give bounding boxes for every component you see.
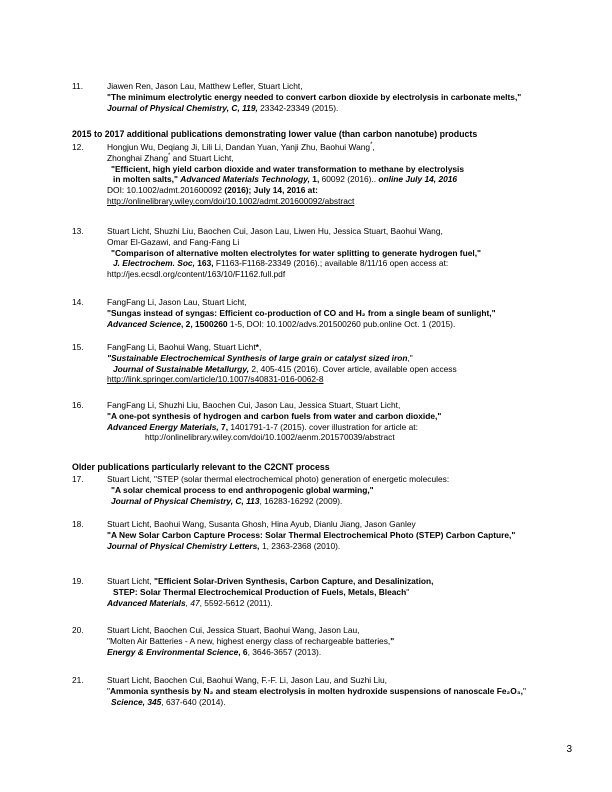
- reference-title-cont: STEP: Solar Thermal Electrochemical Production of Fuels, Metals, Bleach": [113, 586, 410, 597]
- reference-citation: in molten salts," Advanced Materials Technology, 1, 60092 (2016).. online July 14, 2016: [113, 174, 458, 185]
- reference-number: 15.: [72, 342, 84, 352]
- reference-title: "Ammonia synthesis by N₂ and steam electrolysis in molten hydroxide suspensions of nanoscale Fe₂O₃,": [107, 685, 526, 696]
- reference-authors-cont: Omar El-Gazawi, and Fang-Fang Li: [107, 236, 240, 247]
- reference-15: [0, 342, 612, 385]
- reference-number: 21.: [72, 675, 84, 685]
- journal-name: J. Electrochem. Soc,: [113, 258, 195, 269]
- reference-citation: Advanced Science, 2, 1500260 1-5, DOI: 10.1002/advs.201500260 pub.online Oct. 1 (2015).: [107, 318, 456, 329]
- reference-number: 14.: [72, 297, 84, 307]
- reference-number: 11.: [72, 81, 84, 91]
- reference-number: 20.: [72, 625, 84, 635]
- reference-citation: Journal of Physical Chemistry, C, 113, 16283-16292 (2009).: [111, 495, 343, 506]
- reference-title: "A one-pot synthesis of hydrogen and carbon fuels from water and carbon dioxide,": [107, 410, 442, 421]
- reference-authors: Stuart Licht, Shuzhi Liu, Baochen Cui, Jason Lau, Liwen Hu, Jessica Stuart, Baohui Wang,: [107, 226, 443, 236]
- reference-citation: Energy & Environmental Science, 6, 3646-3657 (2013).: [107, 646, 322, 657]
- reference-citation: Science, 345, 637-640 (2014).: [111, 696, 226, 707]
- reference-authors-cont: Zhonghai Zhang* and Stuart Licht,: [107, 152, 234, 163]
- reference-citation: J. Electrochem. Soc, 163, F1163-F1168-23349 (2016).; available 8/11/16 open access at:: [113, 258, 449, 269]
- reference-title: "Comparison of alternative molten electrolytes for water splitting to generate hydrogen fuel,": [111, 247, 481, 258]
- reference-title: "Sustainable Electrochemical Synthesis of large grain or catalyst sized iron,": [107, 352, 413, 363]
- journal-name: Advanced Materials: [107, 597, 186, 608]
- reference-11: [0, 81, 612, 113]
- reference-authors: FangFang Li, Shuzhi Liu, Baochen Cui, Jason Lau, Jessica Stuart, Stuart Licht,: [107, 400, 401, 410]
- journal-name: Energy & Environmental Science: [107, 646, 239, 657]
- reference-authors: Stuart Licht, "STEP (solar thermal electrochemical photo) generation of energetic molecules:: [107, 474, 450, 484]
- page-number: 3: [566, 744, 572, 755]
- reference-number: 12.: [72, 142, 84, 152]
- reference-authors: Jiawen Ren, Jason Lau, Matthew Lefler, Stuart Licht,: [107, 81, 303, 91]
- journal-name: Advanced Materials Technology,: [180, 174, 310, 185]
- reference-citation: Journal of Physical Chemistry Letters, 1, 2363-2368 (2010).: [107, 540, 341, 551]
- reference-21: [0, 675, 612, 707]
- reference-authors: Stuart Licht, Baochen Cui, Baohui Wang, F.-F. Li, Jason Lau, and Suzhi Liu,: [107, 675, 387, 685]
- reference-number: 17.: [72, 474, 84, 484]
- reference-number: 16.: [72, 400, 84, 410]
- reference-number: 18.: [72, 519, 84, 529]
- reference-title: "A solar chemical process to end anthropogenic global warming,": [111, 484, 374, 495]
- reference-16: [0, 400, 612, 443]
- journal-name: Journal of Physical Chemistry, C, 119,: [107, 102, 258, 113]
- reference-20: [0, 625, 612, 657]
- reference-citation: Advanced Energy Materials, 7, 1401791-1-7 (2015). cover illustration for article at:: [107, 421, 418, 432]
- reference-title: "The minimum electrolytic energy needed to convert carbon dioxide by electrolysis in carbonate melts,": [107, 91, 522, 102]
- reference-13: [0, 226, 612, 280]
- journal-name: Science, 345: [111, 696, 162, 707]
- reference-authors: Stuart Licht, Baohui Wang, Susanta Ghosh, Hina Ayub, Dianlu Jiang, Jason Ganley: [107, 519, 416, 529]
- reference-link[interactable]: http://link.springer.com/article/10.1007/s40831-016-0062-8: [107, 374, 324, 385]
- reference-authors: FangFang Li, Baohui Wang, Stuart Licht*,: [107, 342, 262, 352]
- journal-name: Advanced Energy Materials,: [107, 421, 219, 432]
- reference-14: [0, 297, 612, 329]
- reference-18: [0, 519, 612, 551]
- reference-number: 19.: [72, 576, 84, 586]
- reference-authors: FangFang Li, Jason Lau, Stuart Licht,: [107, 297, 247, 307]
- reference-authors: Stuart Licht, Baochen Cui, Jessica Stuart, Baohui Wang, Jason Lau,: [107, 625, 360, 635]
- reference-link[interactable]: http://onlinelibrary.wiley.com/doi/10.1002/admt.201600092/abstract: [107, 195, 355, 206]
- section-heading-older: Older publications particularly relevant to the C2CNT process: [72, 462, 330, 472]
- reference-title: "Sungas instead of syngas: Efficient co-production of CO and H₂ from a single beam of sunlight,": [107, 307, 496, 318]
- reference-17: [0, 474, 612, 506]
- journal-name: Journal of Sustainable Metallurgy,: [113, 363, 250, 374]
- journal-name: Journal of Physical Chemistry Letters,: [107, 540, 260, 551]
- reference-doi: DOI: 10.1002/admt.201600092 (2016); July 14, 2016 at:: [107, 185, 318, 195]
- reference-title: "Efficient Solar-Driven Synthesis, Carbon Capture, and Desalinization,: [154, 576, 434, 586]
- journal-name: Advanced Science: [107, 318, 182, 329]
- reference-title: "Efficient, high yield carbon dioxide and water transformation to methane by electrolysis: [111, 163, 465, 174]
- reference-citation: Journal of Physical Chemistry, C, 119, 23342-23349 (2015).: [107, 102, 339, 113]
- section-heading-2015: 2015 to 2017 additional publications demonstrating lower value (than carbon nanotube) products: [72, 129, 478, 139]
- reference-authors: Stuart Licht, "Efficient Solar-Driven Synthesis, Carbon Capture, and Desalinization,: [107, 576, 434, 586]
- reference-citation: Journal of Sustainable Metallurgy, 2, 405-415 (2016). Cover article, available open access: [113, 363, 457, 374]
- reference-link[interactable]: http://onlinelibrary.wiley.com/doi/10.1002/aenm.201570039/abstract: [145, 432, 395, 443]
- reference-12: [0, 142, 612, 207]
- reference-title: "Molten Air Batteries - A new, highest energy class of rechargeable batteries,": [107, 635, 395, 646]
- reference-19: [0, 576, 612, 608]
- reference-link[interactable]: http://jes.ecsdl.org/content/163/10/F1162.full.pdf: [107, 269, 286, 279]
- reference-authors: Hongjun Wu, Deqiang Ji, Lili Li, Dandan Yuan, Yanji Zhu, Baohui Wang*,: [107, 142, 375, 152]
- reference-citation: Advanced Materials, 47, 5592-5612 (2011).: [107, 597, 273, 608]
- journal-name: Journal of Physical Chemistry, C,: [111, 495, 244, 506]
- reference-number: 13.: [72, 226, 84, 236]
- reference-title: "A New Solar Carbon Capture Process: Solar Thermal Electrochemical Photo (STEP) Carbon Capture,": [107, 529, 516, 540]
